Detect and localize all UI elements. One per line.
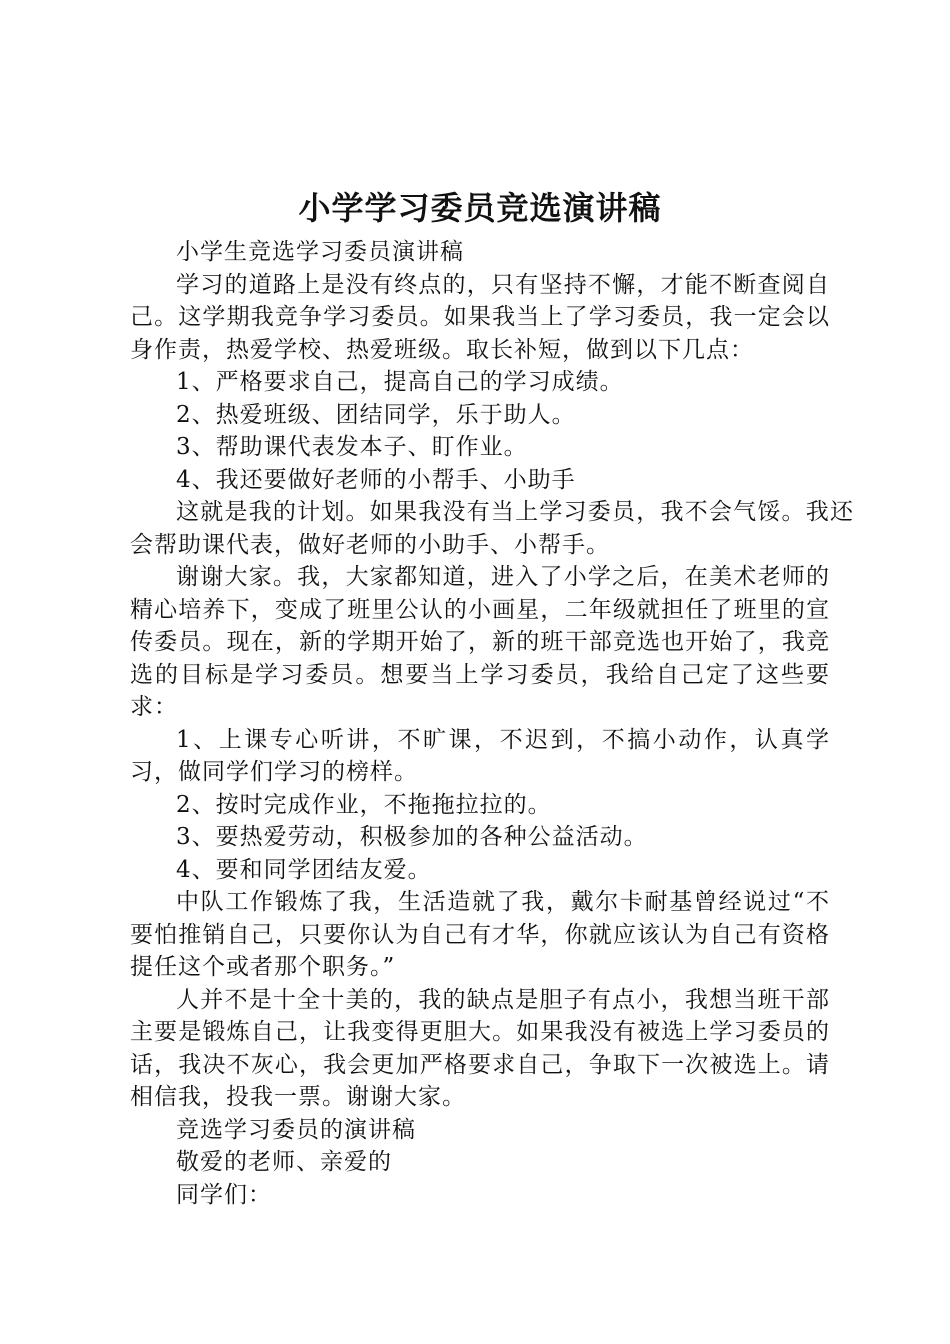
section-heading: 竞选学习委员的演讲稿	[176, 1116, 416, 1143]
document-title: 小学学习委员竞选演讲稿	[298, 189, 662, 227]
document-page	[130, 182, 854, 1211]
list-item-4: 4、我还要做好老师的小帮手、小助手	[176, 466, 576, 493]
salutation-line-2: 同学们：	[176, 1181, 272, 1208]
paragraph-intro: 学习的道路上是没有终点的，只有坚持不懈，才能不断查阅自己。这学期我竞争学习委员。如果我当上了学习委员，我一定会以身作责，热爱学校、热爱班级。取长补短，做到以下几点：	[130, 271, 830, 363]
requirement-item-3: 3、要热爱劳动，积极参加的各种公益活动。	[176, 824, 648, 850]
list-item-2: 2、热爱班级、团结同学，乐于助人。	[176, 401, 576, 428]
paragraph-closing: 人并不是十全十美的，我的缺点是胆子有点小，我想当班干部主要是锻炼自己，让我变得更胆大。如果我没有被选上学习委员的话，我决不灰心，我会更加严格要求自己，争取下一次被选上。请相信我，投我一票。谢谢大家。	[130, 986, 830, 1110]
paragraph-quote: 中队工作锻炼了我，生活造就了我，戴尔卡耐基曾经说过“不要怕推销自己，只要你认为自己有才华，你就应该认为自己有资格提任这个或者那个职务。”	[130, 889, 830, 980]
paragraph-thanks: 谢谢大家。我，大家都知道，进入了小学之后，在美术老师的精心培养下，变成了班里公认的小画星，二年级就担任了班里的宣传委员。现在，新的学期开始了，新的班干部竞选也开始了，我竞选的目标是学习委员。想要当上学习委员，我给自己定了这些要求：	[130, 564, 830, 720]
list-item-3: 3、帮助课代表发本子、盯作业。	[176, 434, 528, 460]
requirement-item-2: 2、按时完成作业，不拖拖拉拉的。	[176, 791, 552, 818]
salutation-line-1: 敬爱的老师、亲爱的	[176, 1149, 392, 1175]
requirement-item-1: 1、上课专心听讲，不旷课，不迟到，不搞小动作，认真学习，做同学们学习的榜样。	[130, 726, 830, 785]
paragraph-subtitle: 小学生竞选学习委员演讲稿	[176, 239, 464, 265]
paragraph-plan: 这就是我的计划。如果我没有当上学习委员，我不会气馁。我还会帮助课代表，做好老师的小助手、小帮手。	[130, 499, 854, 558]
requirement-item-4: 4、要和同学团结友爱。	[176, 856, 432, 883]
list-item-1: 1、严格要求自己，提高自己的学习成绩。	[176, 369, 624, 395]
